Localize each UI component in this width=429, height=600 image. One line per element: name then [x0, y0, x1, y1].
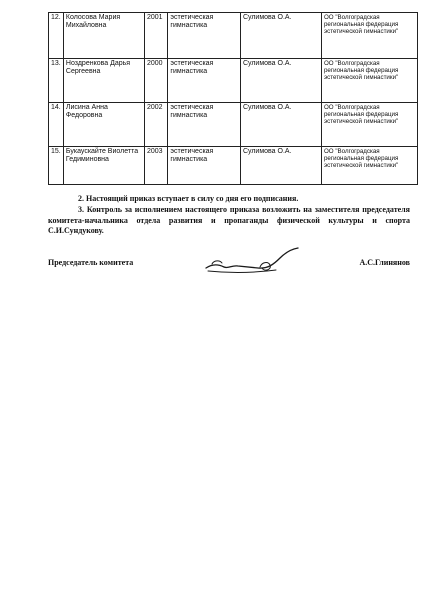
- sport: эстетическая гимнастика: [168, 147, 241, 185]
- order-clause-2: 2. Настоящий приказ вступает в силу со дня его подписания.: [78, 194, 299, 203]
- athletes-table: [48, 12, 418, 185]
- table-row: [49, 103, 418, 147]
- organization: ОО "Волгоградская региональная федерация эстетической гимнастики": [321, 13, 417, 59]
- birth-year: 2001: [144, 13, 167, 59]
- organization: ОО "Волгоградская региональная федерация эстетической гимнастики": [321, 103, 417, 147]
- table-row: [49, 59, 418, 103]
- row-number: 12.: [49, 13, 64, 59]
- birth-year: 2002: [144, 103, 167, 147]
- order-clause-3: 3. Контроль за исполнением настоящего приказа возложить на заместителя председателя комитета-начальника отдела развития и пропаганды физической культуры и спорта С.И.Сундукову.: [48, 205, 410, 235]
- row-number: 13.: [49, 59, 64, 103]
- coach: Сулимова О.А.: [240, 13, 321, 59]
- coach: Сулимова О.А.: [240, 59, 321, 103]
- organization: ОО "Волгоградская региональная федерация эстетической гимнастики": [321, 147, 417, 185]
- handwritten-signature: [198, 246, 308, 280]
- athlete-name: Ноздренкова Дарья Сергеевна: [63, 59, 144, 103]
- signature-block: [48, 254, 410, 280]
- table-row: [49, 147, 418, 185]
- sport: эстетическая гимнастика: [168, 13, 241, 59]
- signatory-title: Председатель комитета: [48, 258, 134, 267]
- row-number: 14.: [49, 103, 64, 147]
- birth-year: 2000: [144, 59, 167, 103]
- organization: ОО "Волгоградская региональная федерация эстетической гимнастики": [321, 59, 417, 103]
- sport: эстетическая гимнастика: [168, 103, 241, 147]
- birth-year: 2003: [144, 147, 167, 185]
- athlete-name: Лисина Анна Федоровна: [63, 103, 144, 147]
- athlete-name: Букаускайте Виолетта Гедиминовна: [63, 147, 144, 185]
- coach: Сулимова О.А.: [240, 103, 321, 147]
- athlete-name: Колосова Мария Михайловна: [63, 13, 144, 59]
- table-row: [49, 13, 418, 59]
- sport: эстетическая гимнастика: [168, 59, 241, 103]
- row-number: 15.: [49, 147, 64, 185]
- signatory-name: А.С.Глинянов: [359, 258, 410, 267]
- coach: Сулимова О.А.: [240, 147, 321, 185]
